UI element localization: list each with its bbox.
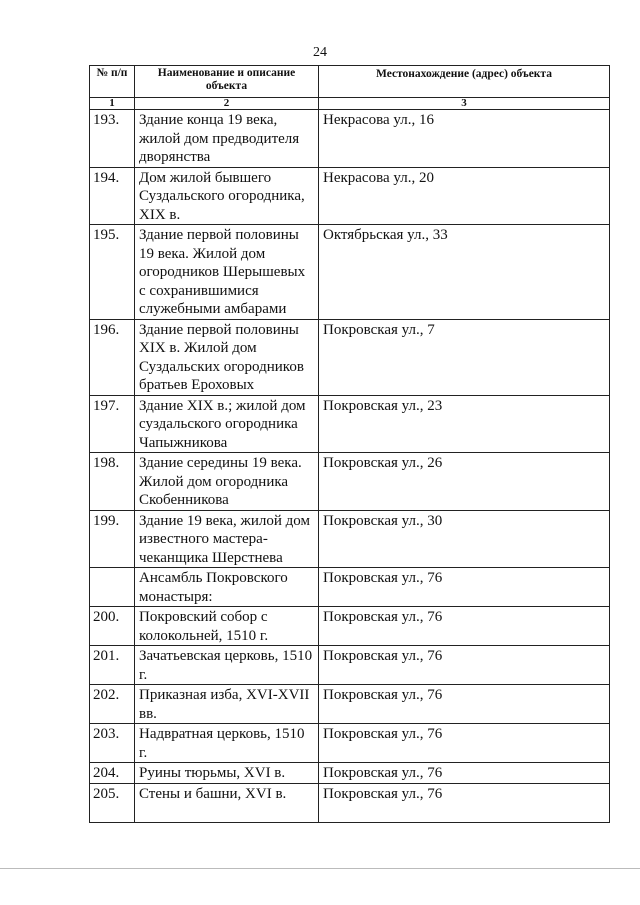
row-number: [90, 568, 135, 607]
object-address: Покровская ул., 76: [319, 724, 610, 763]
column-numbers-row: [90, 98, 610, 110]
row-number: 193.: [90, 110, 135, 168]
row-number: 205.: [90, 784, 135, 823]
object-address: Покровская ул., 26: [319, 453, 610, 511]
object-name: Зачатьевская церковь, 1510 г.: [135, 646, 319, 685]
row-number: 202.: [90, 685, 135, 724]
table-row: [90, 646, 610, 685]
object-name: Здание конца 19 века, жилой дом предводителя дворянства: [135, 110, 319, 168]
heritage-objects-table: [89, 65, 610, 823]
column-number: 2: [135, 98, 319, 110]
table-row: [90, 319, 610, 395]
object-name: Здание XIX в.; жилой дом суздальского огородника Чапыжникова: [135, 395, 319, 453]
object-address: Покровская ул., 7: [319, 319, 610, 395]
row-number: 195.: [90, 225, 135, 320]
object-name: Руины тюрьмы, XVI в.: [135, 763, 319, 784]
row-number: 201.: [90, 646, 135, 685]
table-row: [90, 225, 610, 320]
table-row: [90, 607, 610, 646]
object-address: Некрасова ул., 20: [319, 167, 610, 225]
row-number: 198.: [90, 453, 135, 511]
page-number: 24: [313, 45, 327, 60]
table-row: [90, 784, 610, 823]
table-body: [90, 110, 610, 823]
table-row: [90, 568, 610, 607]
table-row: [90, 395, 610, 453]
object-address: Покровская ул., 76: [319, 568, 610, 607]
table-row: [90, 685, 610, 724]
table-row: [90, 510, 610, 568]
object-name: Дом жилой бывшего Суздальского огородника, XIX в.: [135, 167, 319, 225]
column-number: 3: [319, 98, 610, 110]
table-row: [90, 167, 610, 225]
table-row: [90, 110, 610, 168]
row-number: 196.: [90, 319, 135, 395]
object-name: Покровский собор с колокольней, 1510 г.: [135, 607, 319, 646]
object-name: Надвратная церковь, 1510 г.: [135, 724, 319, 763]
row-number: 203.: [90, 724, 135, 763]
object-address: Покровская ул., 23: [319, 395, 610, 453]
scan-artifact-line: [0, 868, 640, 869]
object-address: Покровская ул., 76: [319, 646, 610, 685]
row-number: 197.: [90, 395, 135, 453]
object-name: Стены и башни, XVI в.: [135, 784, 319, 823]
object-address: Покровская ул., 76: [319, 685, 610, 724]
table-header: [90, 66, 610, 110]
header-address: Местонахождение (адрес) объекта: [319, 66, 610, 98]
object-address: Покровская ул., 30: [319, 510, 610, 568]
header-number: № п/п: [90, 66, 135, 98]
object-name: Здание первой половины XIX в. Жилой дом Суздальских огородников братьев Ероховых: [135, 319, 319, 395]
object-name: Здание первой половины 19 века. Жилой дом огородников Шерышевых с сохранившимися служебными амбарами: [135, 225, 319, 320]
table-row: [90, 453, 610, 511]
object-name: Приказная изба, XVI-XVII вв.: [135, 685, 319, 724]
object-name: Ансамбль Покровского монастыря:: [135, 568, 319, 607]
object-address: Покровская ул., 76: [319, 784, 610, 823]
column-number: 1: [90, 98, 135, 110]
object-address: Некрасова ул., 16: [319, 110, 610, 168]
object-name: Здание середины 19 века. Жилой дом огородника Скобенникова: [135, 453, 319, 511]
row-number: 204.: [90, 763, 135, 784]
object-address: Октябрьская ул., 33: [319, 225, 610, 320]
object-address: Покровская ул., 76: [319, 763, 610, 784]
table-row: [90, 724, 610, 763]
row-number: 199.: [90, 510, 135, 568]
object-name: Здание 19 века, жилой дом известного мастера-чеканщика Шерстнева: [135, 510, 319, 568]
header-name: Наименование и описание объекта: [135, 66, 319, 98]
row-number: 200.: [90, 607, 135, 646]
table-row: [90, 763, 610, 784]
object-address: Покровская ул., 76: [319, 607, 610, 646]
header-row: [90, 66, 610, 98]
row-number: 194.: [90, 167, 135, 225]
